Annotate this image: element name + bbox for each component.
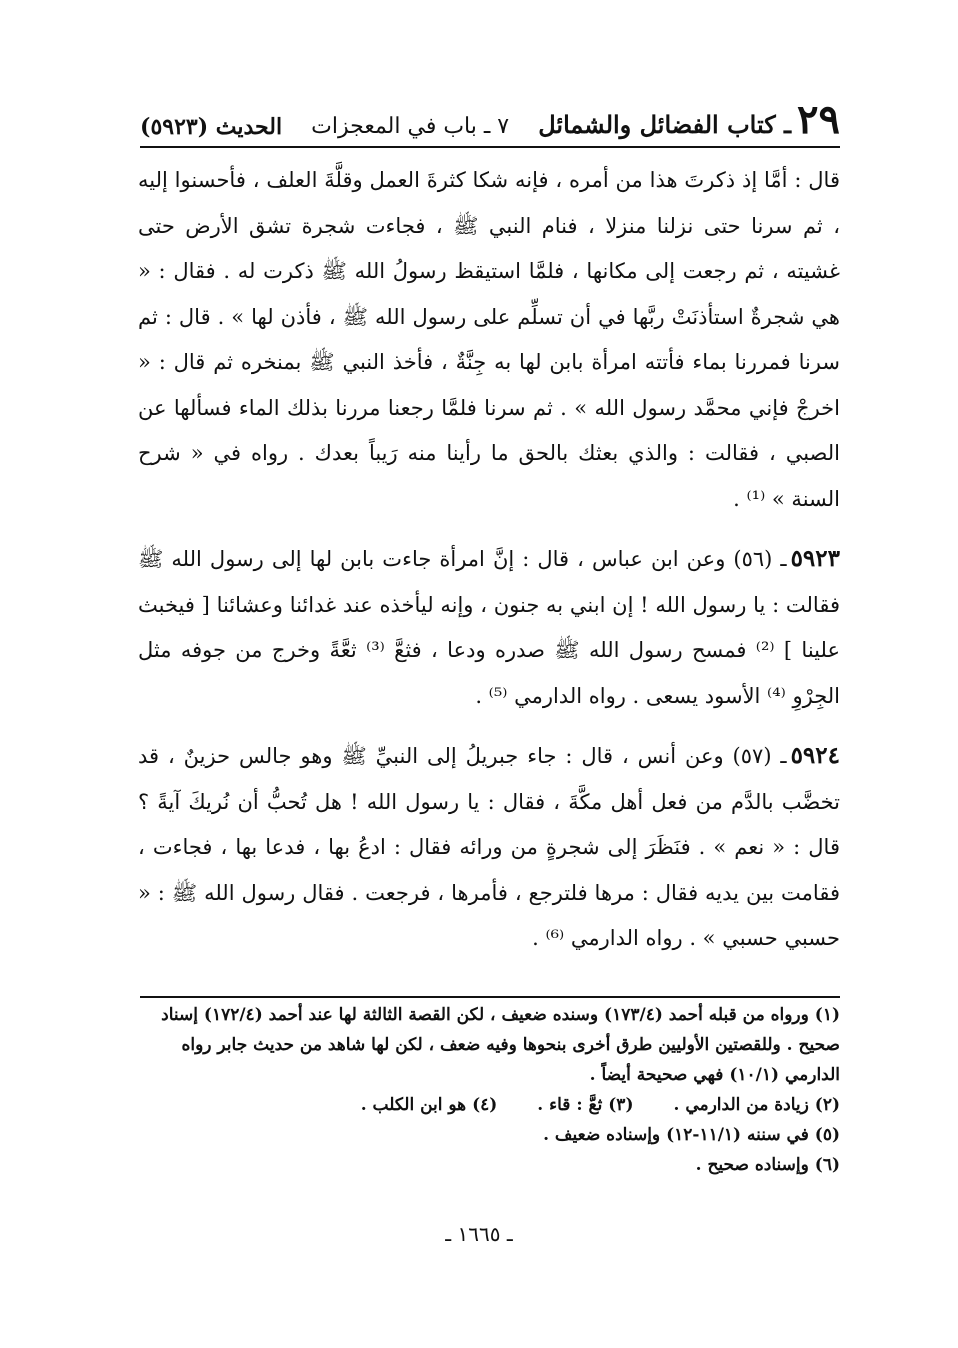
book-title: ـ كتاب الفضائل والشمائل: [538, 110, 792, 140]
hadith-5924: [138, 733, 840, 962]
header-book: [538, 96, 840, 143]
hadith-number: ٥٩٢٤: [790, 742, 840, 769]
chapter-title: ٧ ـ باب في المعجزات: [311, 113, 510, 139]
continuation-paragraph: قال : أمَّا إذ ذكرتَ هذا من أمره ، فإنه شكا كثرةَ العمل وقلَّةَ العلف ، فأحسنوا إليه ، ثم سرنا حتى نزلنا منزلا ، فنام النبي ﷺ ، فجاءت شجرة تشق الأرض حتى غشيته ، ثم رجعت إلى مكانها ، فلمَّا استيقظ رسولُ الله ﷺ ذكرت له . فقال : « هي شجرةٌ استأذنَتْ ربَّها في أن تسلِّم على رسول الله ﷺ ، فأذن لها » . قال : ثم سرنا فمررنا بماء فأتته امرأة بابن لها به جِنَّةٌ ، فأخذ النبي ﷺ بمنخره ثم قال : « اخرجْ فإني محمَّد رسول الله » . ثم سرنا فلمَّا رجعنا مررنا بذلك الماء فسألها عن الصبي ، فقالت : والذي بعثك بالحق ما رأينا منه رَيباً بعدك . رواه في « شرح السنة » ⁽¹⁾ .: [138, 168, 840, 511]
running-header: [140, 88, 840, 148]
footnote-5: (٥) في سننه (١١/١-١٢) وإسناده ضعيف .: [543, 1125, 840, 1145]
hadith-number: ٥٩٢٣: [790, 545, 840, 572]
footnote-row: [140, 1090, 840, 1120]
footnote-divider: [140, 996, 840, 998]
footnote-4: (٤) هو ابن الكلب .: [360, 1095, 498, 1115]
chapter-number: ٢٩: [797, 96, 840, 143]
hadith-text: ـ (٥٧) وعن أنس ، قال : جاء جبريلُ إلى النبيِّ ﷺ وهو جالس حزينٌ ، قد تخضَّب بالدَّم من فعل أهل مكَّةَ ، فقال : يا رسول الله ! هل تُحبُّ أن نُريكَ آيةً ؟ قال : « نعم » . فنَظَرَ إلى شجرةٍ من ورائه فقال : ادعُ بها ، فدعا بها ، فجاءت ، فقامت بين يديه فقال : مرها فلترجع ، فأمرها ، فرجعت . فقال رسول الله ﷺ : « حسبي حسبي » . رواه الدارمي ⁽⁶⁾ .: [138, 744, 840, 950]
footnote-2: (٢) زيادة من الدارمي .: [673, 1095, 840, 1115]
hadith-range: الحديث (٥٩٢٣): [140, 113, 283, 140]
footnote-1: (١) ورواه من قبله أحمد (١٧٣/٤) وسنده ضعيف ، لكن القصة الثالثة لها عند أحمد (١٧٢/٤) إسناد صحيح . وللقصتين الأوليين طرق أخرى بنحوها وفيه ضعف ، لكن لها شاهد من حديث جابر رواه الدارمي (١٠/١) فهي صحيحة أيضاً .: [161, 1005, 840, 1085]
hadith-5923: [138, 536, 840, 719]
footnote-3: (٣) ثعَّ : قاء .: [537, 1095, 634, 1115]
footnote-6: (٦) وإسناده صحيح .: [695, 1155, 840, 1175]
hadith-text: ـ (٥٦) وعن ابن عباس ، قال : إنَّ امرأة جاءت بابن لها إلى رسول الله ﷺ فقالت : يا رسول الله ! إن ابني به جنون ، وإنه ليأخذه عند غدائنا وعشائنا [ فيخبث علينا ] ⁽²⁾ فمسح رسول الله ﷺ صدره ودعا ، فثعَّ ⁽³⁾ ثعَّةً وخرج من جوفه مثل الجِرْوِ ⁽⁴⁾ الأسود يسعى . رواه الدارمي ⁽⁵⁾ .: [138, 547, 840, 708]
main-text: [138, 158, 840, 962]
page-number: ـ ١٦٦٥ ـ: [445, 1222, 513, 1246]
footnotes: [140, 1000, 840, 1180]
